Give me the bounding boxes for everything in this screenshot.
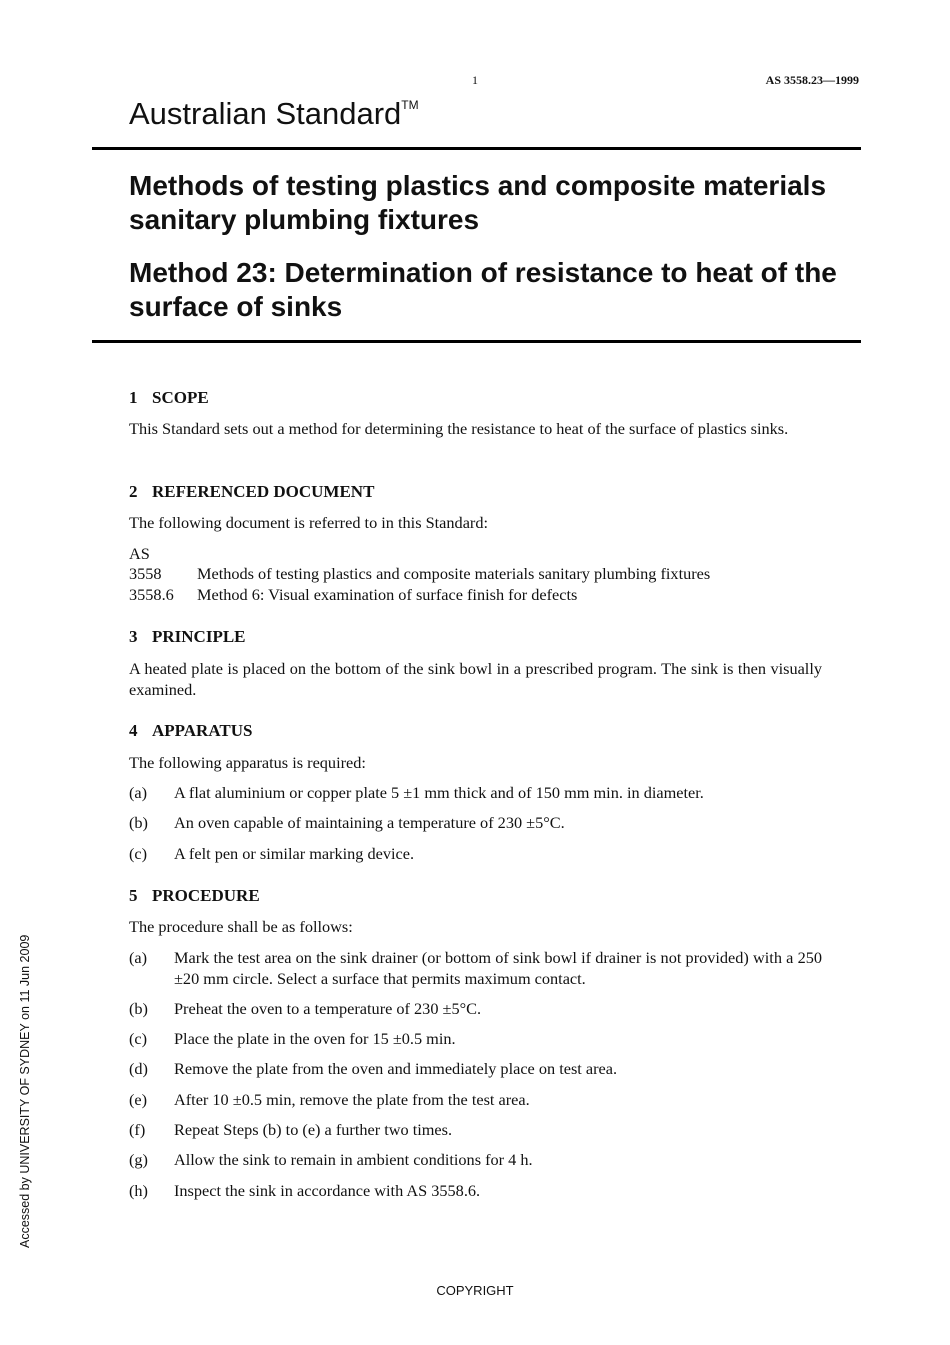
section-title: SCOPE [152, 388, 209, 407]
section-number: 2 [129, 482, 138, 501]
list-item [129, 1029, 822, 1050]
item-text: A flat aluminium or copper plate 5 ±1 mm thick and of 150 mm min. in diameter. [174, 783, 704, 802]
list-item [129, 1150, 822, 1171]
list-item [129, 1120, 822, 1141]
item-label: (h) [129, 1181, 148, 1200]
copyright-footer: COPYRIGHT [436, 1283, 514, 1298]
item-text: Allow the sink to remain in ambient conditions for 4 h. [174, 1150, 533, 1169]
list-item [129, 1181, 822, 1202]
item-label: (a) [129, 783, 148, 802]
brand-title [129, 96, 419, 132]
section-heading-referenced [129, 482, 374, 502]
item-text: Inspect the sink in accordance with AS 3558.6. [174, 1181, 481, 1200]
brand-text: Australian Standard [129, 96, 402, 131]
reference-code: 3558.6 [129, 585, 174, 604]
section-number: 1 [129, 388, 138, 407]
section-title: PRINCIPLE [152, 627, 246, 646]
list-item [129, 948, 822, 989]
list-item [129, 813, 822, 834]
top-rule [92, 147, 861, 150]
item-label: (g) [129, 1150, 148, 1169]
title-bottom-rule [92, 340, 861, 343]
item-label: (f) [129, 1120, 146, 1139]
item-label: (a) [129, 948, 148, 967]
reference-line [129, 564, 710, 585]
item-label: (c) [129, 844, 148, 863]
reference-title: Methods of testing plastics and composite materials sanitary plumbing fixtures [197, 564, 711, 583]
standard-code: AS 3558.23—1999 [765, 73, 859, 87]
list-item [129, 999, 822, 1020]
apparatus-intro: The following apparatus is required: [129, 753, 366, 772]
method-title: Method 23: Determination of resistance to heat of the surface of sinks [129, 257, 837, 322]
item-text: A felt pen or similar marking device. [174, 844, 415, 863]
section-heading-procedure [129, 886, 260, 906]
page-number: 1 [472, 73, 478, 87]
reference-line [129, 585, 577, 606]
section-title: PROCEDURE [152, 886, 260, 905]
document-title: Methods of testing plastics and composite materials sanitary plumbing fixtures [129, 170, 827, 235]
item-text: An oven capable of maintaining a temperature of 230 ±5°C. [174, 813, 565, 832]
access-note: Accessed by UNIVERSITY OF SYDNEY on 11 Jun 2009 [18, 934, 32, 1248]
list-item [129, 1059, 822, 1080]
item-label: (b) [129, 813, 148, 832]
item-text: Remove the plate from the oven and immediately place on test area. [174, 1059, 618, 1078]
item-label: (e) [129, 1090, 148, 1109]
section-heading-principle [129, 627, 246, 647]
principle-text: A heated plate is placed on the bottom of the sink bowl in a prescribed program. The sink is then visually examined. [129, 659, 822, 699]
list-item [129, 1090, 822, 1111]
procedure-intro: The procedure shall be as follows: [129, 917, 353, 936]
list-item [129, 783, 822, 804]
trademark-mark: TM [401, 97, 419, 112]
item-text: Place the plate in the oven for 15 ±0.5 min. [174, 1029, 456, 1048]
reference-prefix: AS [129, 544, 150, 563]
section-title: APPARATUS [152, 721, 253, 740]
item-label: (c) [129, 1029, 148, 1048]
reference-code: 3558 [129, 564, 162, 583]
reference-title: Method 6: Visual examination of surface finish for defects [197, 585, 578, 604]
section-heading-scope [129, 388, 209, 408]
section-title: REFERENCED DOCUMENT [152, 482, 375, 501]
item-text: Preheat the oven to a temperature of 230 ±5°C. [174, 999, 482, 1018]
item-label: (d) [129, 1059, 148, 1078]
item-text: Mark the test area on the sink drainer (or bottom of sink bowl if drainer is not provided) with a 250 ±20 mm circle. Select a surface that permits maximum contact. [174, 948, 822, 988]
item-text: Repeat Steps (b) to (e) a further two times. [174, 1120, 453, 1139]
section-number: 4 [129, 721, 138, 740]
section-number: 3 [129, 627, 138, 646]
item-label: (b) [129, 999, 148, 1018]
scope-text: This Standard sets out a method for determining the resistance to heat of the surface of plastics sinks. [129, 419, 789, 438]
section-heading-apparatus [129, 721, 252, 741]
list-item [129, 844, 822, 865]
section-number: 5 [129, 886, 138, 905]
referenced-intro: The following document is referred to in this Standard: [129, 513, 489, 532]
item-text: After 10 ±0.5 min, remove the plate from the test area. [174, 1090, 530, 1109]
